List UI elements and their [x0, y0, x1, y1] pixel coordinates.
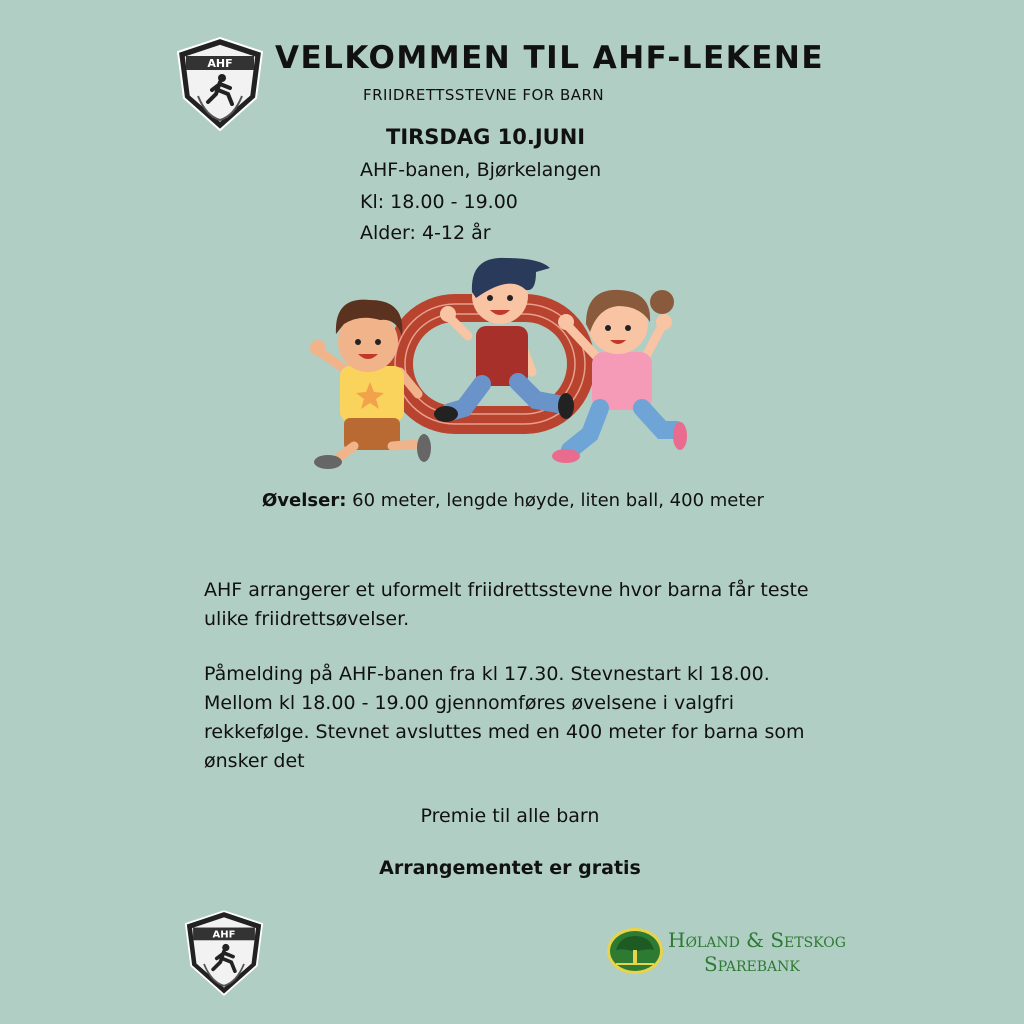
logo-text-bottom: AHF: [212, 929, 236, 941]
event-age: Alder: 4-12 år: [360, 222, 491, 244]
logo-text: AHF: [207, 57, 233, 70]
bank-tree-icon: [606, 926, 664, 976]
intro-paragraph: AHF arrangerer et uformelt friidrettsstevne hvor barna får teste ulike friidrettsøvelser.: [204, 579, 809, 630]
prize-text: Premie til alle barn: [420, 805, 600, 827]
ahf-logo-bottom: [184, 908, 264, 998]
event-date: TIRSDAG 10.JUNI: [386, 125, 586, 149]
event-time: Kl: 18.00 - 19.00: [360, 191, 518, 213]
exercises-label: Øvelser:: [262, 490, 347, 511]
running-children-illustration: [300, 244, 700, 480]
bank-name-line2: Sparebank: [704, 952, 800, 976]
page-title: VELKOMMEN TIL AHF-LEKENE: [275, 40, 825, 76]
registration-paragraph: Påmelding på AHF-banen fra kl 17.30. Stevnestart kl 18.00. Mellom kl 18.00 - 19.00 gjennomføres øvelsene i valgfri rekkefølge. Stevnet avsluttes med en 400 meter for barna som ønsker det: [204, 663, 805, 772]
bank-name-line1: Høland & Setskog: [668, 928, 846, 952]
exercises-list: 60 meter, lengde høyde, liten ball, 400 meter: [352, 490, 764, 511]
free-event-text: Arrangementet er gratis: [379, 857, 641, 879]
ahf-logo-top: [176, 36, 264, 132]
event-location: AHF-banen, Bjørkelangen: [360, 159, 602, 181]
exercises-line: [262, 490, 764, 511]
page-subtitle: FRIIDRETTSSTEVNE FOR BARN: [363, 86, 605, 104]
